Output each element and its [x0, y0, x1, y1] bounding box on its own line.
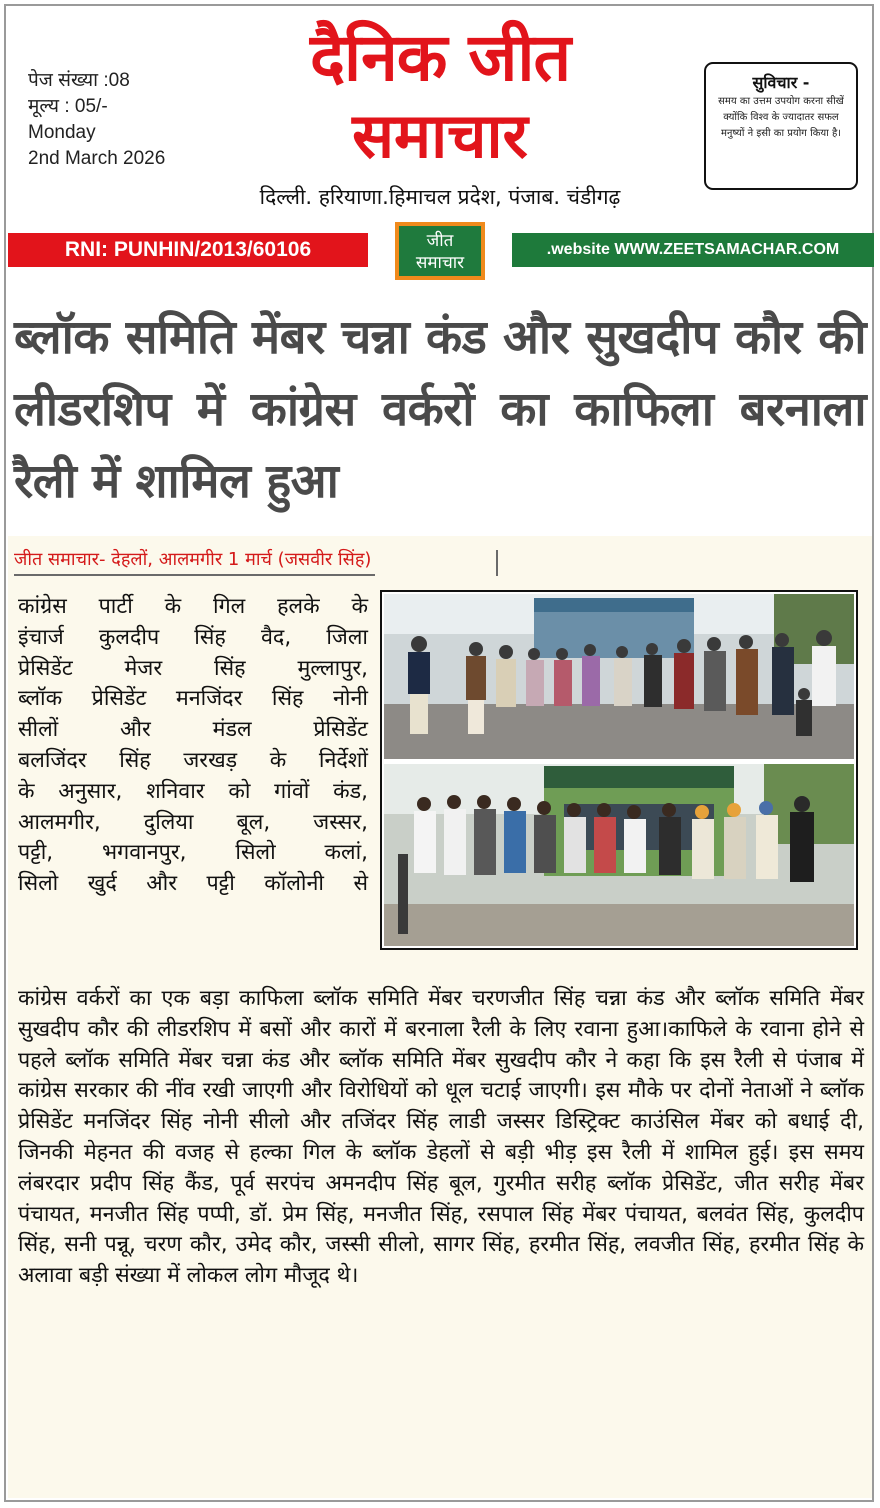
rni-banner: RNI: PUNHIN/2013/60106: [8, 233, 368, 267]
lead-line: पट्टी, भगवानपुर, सिलो कलां,: [18, 840, 368, 866]
article-headline: ब्लॉक समिति मेंबर चन्ना कंड और सुखदीप कौर की लीडरशिप में कांग्रेस वर्करों का काफिला बरनाला रैली में शामिल हुआ: [14, 310, 866, 509]
lead-line: इंचार्ज कुलदीप सिंह वैद, जिला: [18, 624, 368, 650]
logo-line1: जीत: [426, 231, 454, 251]
masthead-title-line2: समाचार: [352, 99, 528, 172]
thought-title: सुविचार -: [752, 73, 810, 92]
masthead-regions: दिल्ली. हरियाणा.हिमाचल प्रदेश, पंजाब. चंडीगढ़: [259, 185, 621, 209]
thought-of-the-day-box: [704, 62, 858, 190]
dateline-divider: [496, 550, 498, 576]
lead-line: बलजिंदर सिंह जरखड़ के निर्देशों: [18, 747, 368, 773]
lead-line: प्रेसिडेंट मेजर सिंह मुल्लापुर,: [18, 655, 368, 681]
article-lead-column: [18, 592, 368, 900]
masthead-title-line1: दैनिक जीत: [309, 19, 571, 96]
lead-line: सीलों और मंडल प्रेसिडेंट: [18, 717, 368, 743]
lead-line: सिलो खुर्द और पट्टी कॉलोनी से: [18, 871, 368, 897]
lead-line: कांग्रेस पार्टी के गिल हलके के: [18, 594, 368, 619]
thought-text: समय का उत्तम उपयोग करना सीखें क्योंकि विश्व के ज्यादातर सफल मनुष्यों ने इसी का प्रयोग किया है।: [718, 96, 844, 139]
lead-line: के अनुसार, शनिवार को गांवों कंड,: [18, 778, 368, 804]
article-dateline: जीत समाचार- देहलों, आलमगीर 1 मार्च (जसवीर सिंह): [14, 546, 375, 576]
lead-line: आलमगीर, दुलिया बूल, जस्सर,: [18, 809, 368, 835]
price: मूल्य : 05/-: [28, 96, 108, 117]
group-photo-top: [384, 594, 854, 759]
group-photo-bottom: [384, 764, 854, 946]
logo-line2: समाचार: [415, 253, 465, 273]
lead-line: ब्लॉक प्रेसिडेंट मनजिंदर सिंह नोनी: [18, 686, 368, 712]
article-body: कांग्रेस वर्करों का एक बड़ा काफिला ब्लॉक समिति मेंबर चरणजीत सिंह चन्ना कंड और ब्लॉक समिति मेंबर सुखदीप कौर की लीडरशिप में बसों और कारों में बरनाला रैली के लिए रवाना हुआ।काफिले के रवाना होने से पहले ब्लॉक समिति मेंबर चन्ना कंड और ब्लॉक समिति मेंबर सुखदीप कौर ने कहा कि इस रैली से पंजाब में कांग्रेस सरकार की नींव रखी जाएगी और विरोधियों को धूल चटाई जाएगी। इस मौके पर दोनों नेताओं ने ब्लॉक प्रेसिडेंट मनजिंदर सिंह नोनी सीलो और तजिंदर सिंह लाडी जस्सर डिस्ट्रिक्ट काउंसिल मेंबर को बधाई दी, जिनकी मेहनत की वजह से हल्का गिल के ब्लॉक डेहलों से बड़ी भीड़ इस रैली में शामिल हुई। इस समय लंबरदार प्रदीप सिंह कैंड, पूर्व सरपंच अमनदीप सिंह बूल, गुरमीत सरीह ब्लॉक प्रेसिडेंट, जीत सरीह मेंबर पंचायत, मनजीत सिंह पप्पी, डॉ. प्रेम सिंह, मनजीत सिंह, रसपाल सिंह मेंबर पंचायत, बलवंत सिंह, कुलदीप सिंह, सनी पन्नू, चरण कौर, उमेद कौर, जस्सी सीलो, सागर सिंह, हरमीत सिंह, लवजीत सिंह, हरमीत सिंह के अलावा बड़ी संख्या में लोकल लोग मौजूद थे।: [18, 986, 864, 1289]
weekday: Monday: [28, 122, 96, 143]
issue-date: 2nd March 2026: [28, 148, 166, 169]
article-photos: [380, 590, 858, 950]
website-banner[interactable]: .website WWW.ZEETSAMACHAR.COM: [512, 233, 874, 267]
page-number: पेज संख्या :08: [28, 70, 130, 91]
paper-logo: [395, 222, 485, 280]
issue-meta: [28, 68, 165, 172]
